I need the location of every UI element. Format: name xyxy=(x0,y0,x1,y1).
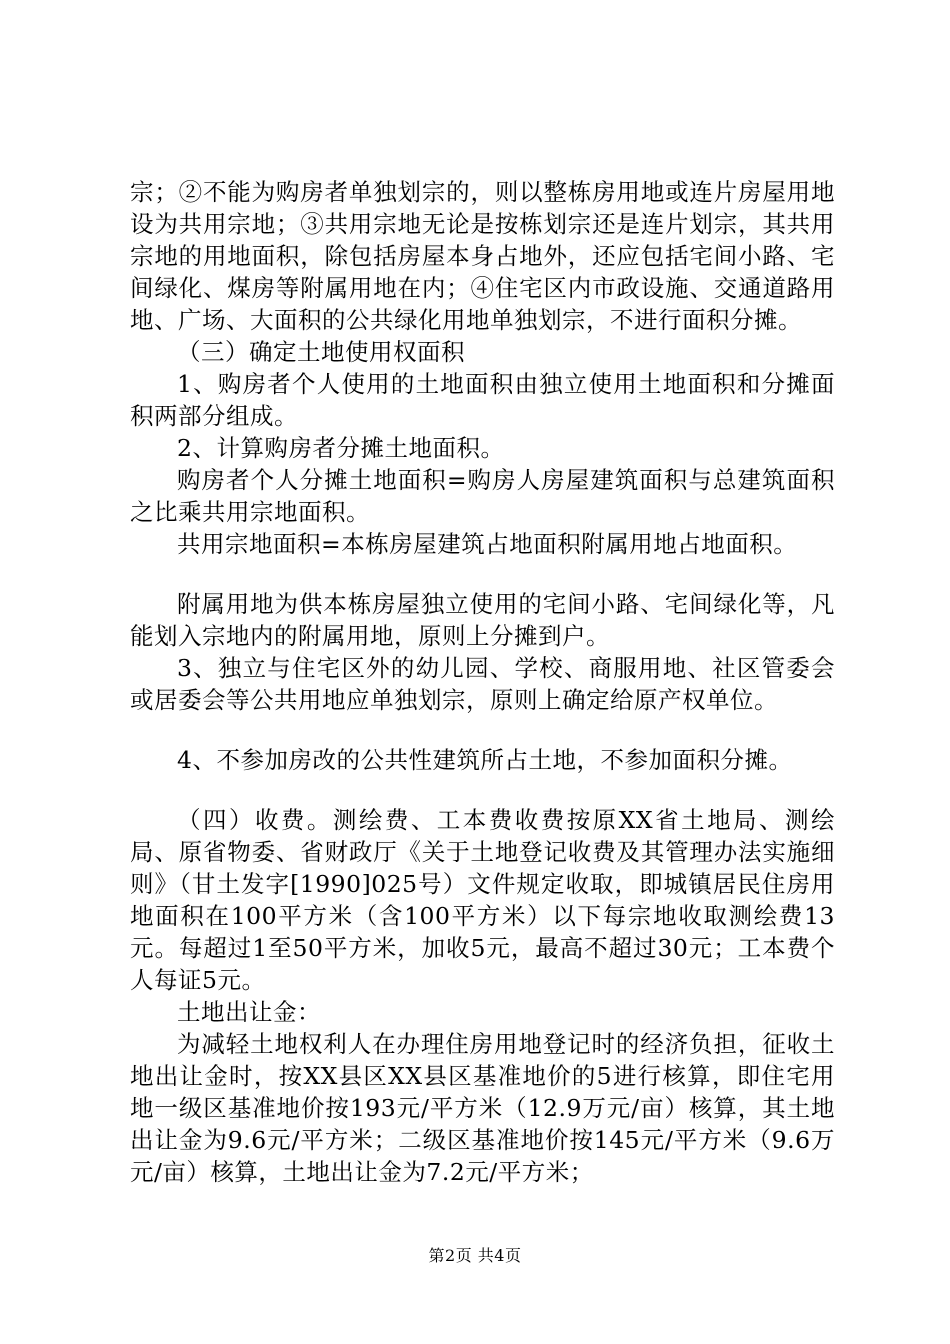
page-number-footer: 第2页 共4页 xyxy=(428,1246,522,1265)
heading-land-transfer-fee: 土地出让金： xyxy=(177,998,321,1026)
paragraph-item-4: 4、不参加房改的公共性建筑所占土地，不参加面积分摊。 xyxy=(177,746,793,774)
paragraph-fees: （四）收费。测绘费、工本费收费按原XX省土地局、测绘局、原省物委、省财政厅《关于土地登记收费及其管理办法实施细则》（甘土发字[1990]025号）文件规定收取，即城镇居民住房用地面积在100平方米（含100平方米）以下每宗地收取测绘费13元。每超过1至50平方米，加收5元，最高不超过30元；工本费个人每证5元。 xyxy=(130,806,835,994)
paragraph-ancillary-land: 附属用地为供本栋房屋独立使用的宅间小路、宅间绿化等，凡能划入宗地内的附属用地，原则上分摊到户。 xyxy=(130,590,835,650)
paragraph-item-2: 2、计算购房者分摊土地面积。 xyxy=(177,434,505,462)
paragraph-item-3: 3、独立与住宅区外的幼儿园、学校、商服用地、社区管委会或居委会等公共用地应单独划宗，原则上确定给原产权单位。 xyxy=(130,654,835,714)
document-body xyxy=(130,176,835,1188)
paragraph-item-1: 1、购房者个人使用的土地面积由独立使用土地面积和分摊面积两部分组成。 xyxy=(130,370,835,430)
paragraph-shared-area-formula: 购房者个人分摊土地面积=购房人房屋建筑面积与总建筑面积之比乘共用宗地面积。 xyxy=(130,466,835,526)
paragraph-shared-parcel-formula: 共用宗地面积=本栋房屋建筑占地面积附属用地占地面积。 xyxy=(177,530,798,558)
heading-land-use-area: （三）确定土地使用权面积 xyxy=(177,338,465,366)
paragraph-land-transfer-fee: 为减轻土地权利人在办理住房用地登记时的经济负担，征收土地出让金时，按XX县区XX县区基准地价的5进行核算，即住宅用地一级区基准地价按193元/平方米（12.9万元/亩）核算，其土地出让金为9.6元/平方米；二级区基准地价按145元/平方米（9.6万元/亩）核算，土地出让金为7.2元/平方米； xyxy=(130,1030,835,1186)
paragraph-land-division: 宗；②不能为购房者单独划宗的，则以整栋房用地或连片房屋用地设为共用宗地；③共用宗地无论是按栋划宗还是连片划宗，其共用宗地的用地面积，除包括房屋本身占地外，还应包括宅间小路、宅间绿化、煤房等附属用地在内；④住宅区内市政设施、交通道路用地、广场、大面积的公共绿化用地单独划宗，不进行面积分摊。 xyxy=(130,178,835,334)
